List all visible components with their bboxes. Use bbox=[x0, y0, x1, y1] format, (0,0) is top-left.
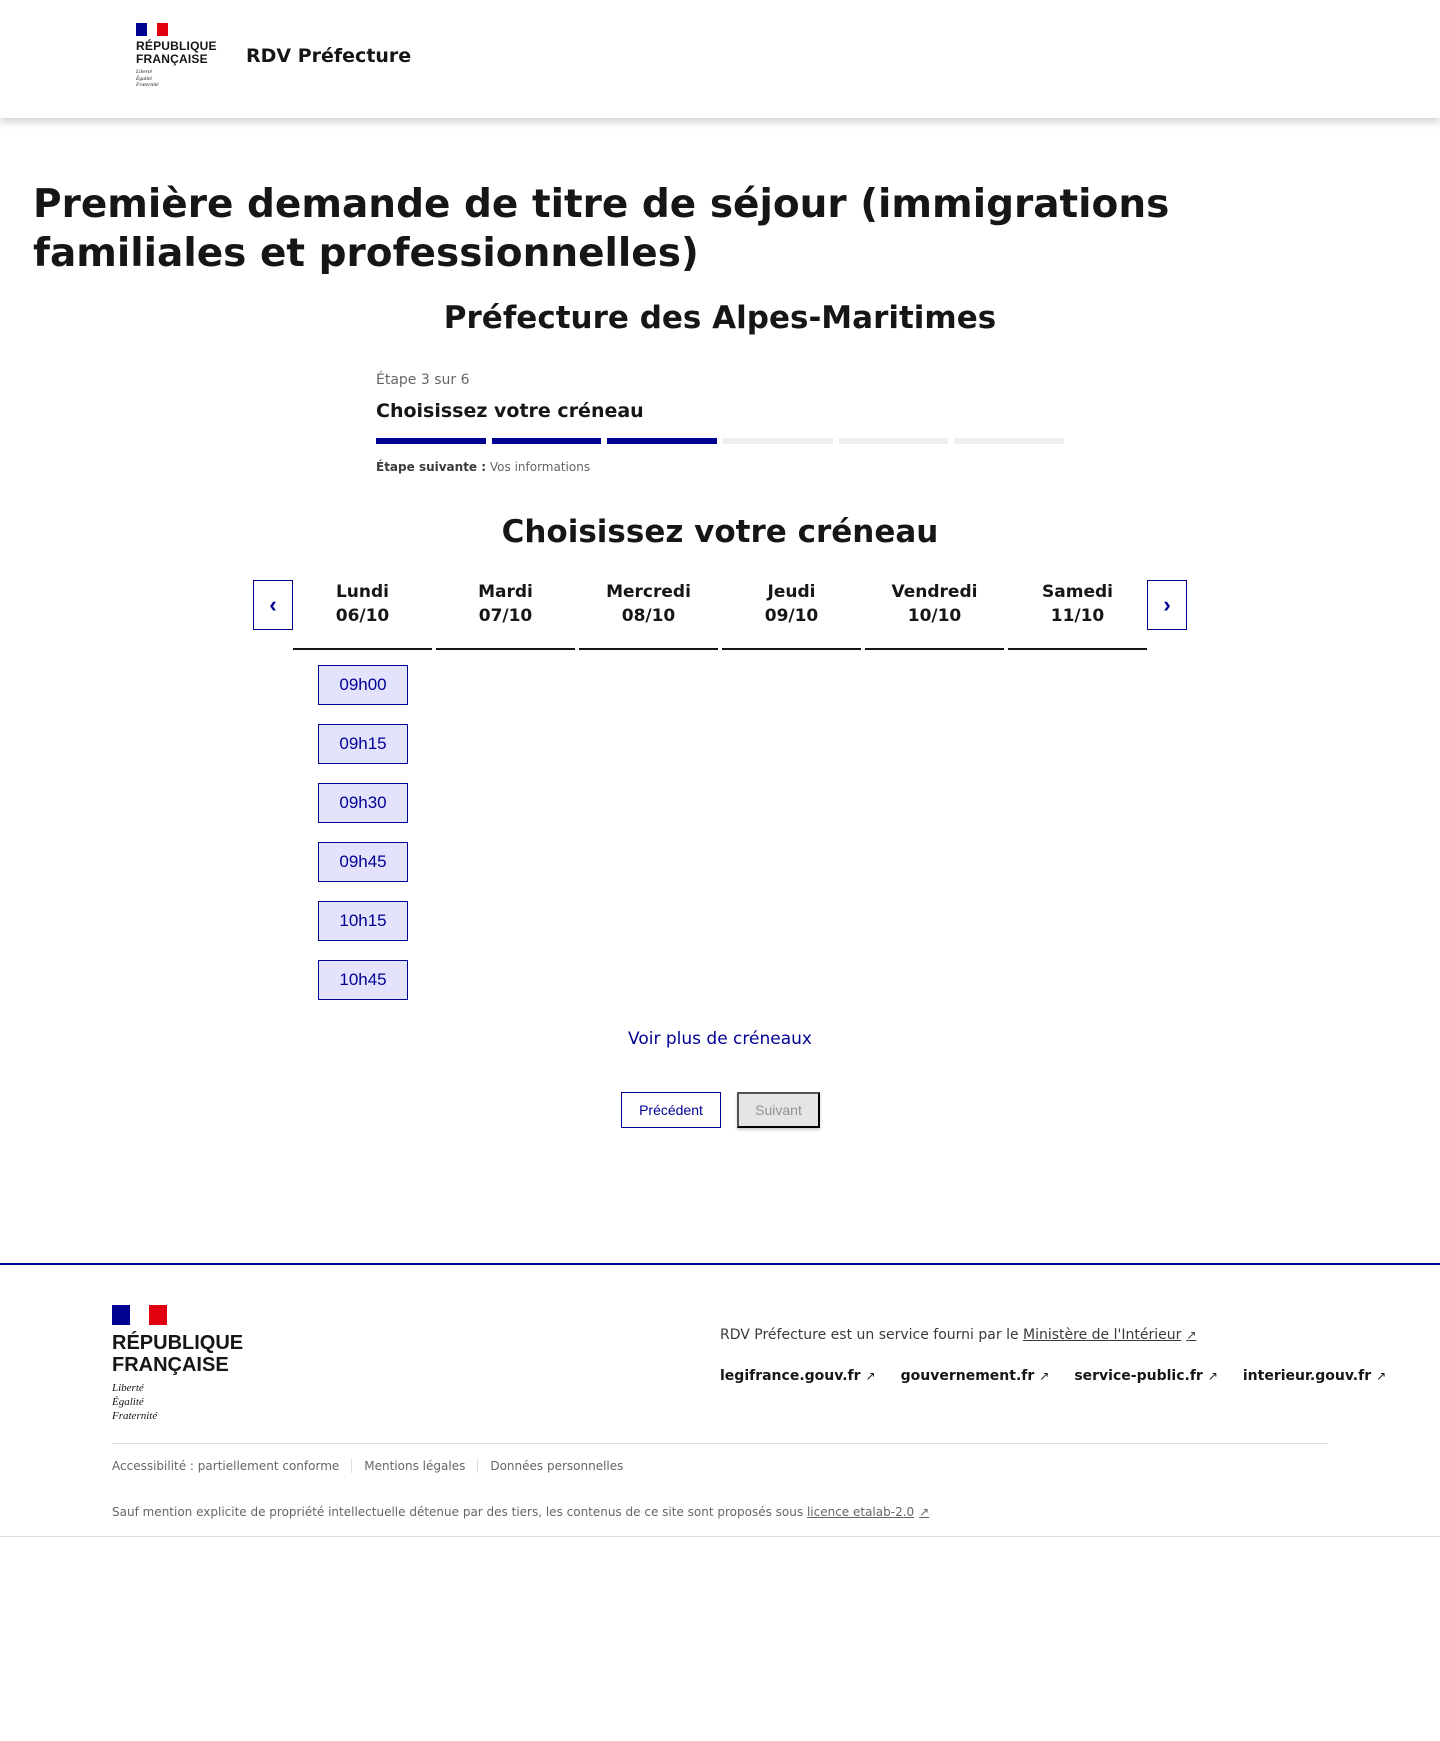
external-link-icon: ↗ bbox=[1186, 1328, 1197, 1342]
footer-links bbox=[720, 1368, 1386, 1384]
footer-bottom-link[interactable]: Accessibilité : partiellement conforme bbox=[112, 1459, 340, 1473]
chevron-right-icon: › bbox=[1163, 592, 1171, 617]
marianne-flag-icon bbox=[136, 23, 168, 36]
previous-week-button[interactable] bbox=[253, 580, 293, 630]
day-date: 08/10 bbox=[621, 606, 676, 626]
form-navigation bbox=[621, 1092, 820, 1128]
republique-francaise-logo[interactable] bbox=[136, 23, 220, 89]
footer-external-link[interactable]: service-public.fr ↗ bbox=[1074, 1368, 1218, 1384]
day-columns bbox=[293, 580, 1147, 650]
day-date: 07/10 bbox=[478, 606, 533, 626]
step-title: Choisissez votre créneau bbox=[376, 400, 644, 422]
page-title: Première demande de titre de séjour (immigrations familiales et professionnelles) bbox=[33, 182, 1170, 276]
day-name: Lundi bbox=[335, 582, 390, 602]
logo-text: RÉPUBLIQUE FRANÇAISE bbox=[136, 39, 217, 66]
site-footer bbox=[0, 1263, 1440, 1537]
more-slots-link[interactable]: Voir plus de créneaux bbox=[628, 1029, 812, 1049]
day-date: 10/10 bbox=[907, 606, 962, 626]
stepper bbox=[376, 372, 1064, 474]
day-column bbox=[1008, 580, 1147, 650]
day-column bbox=[579, 580, 718, 650]
day-date: 06/10 bbox=[335, 606, 390, 626]
day-name: Mercredi bbox=[606, 582, 691, 602]
footer-external-link[interactable]: gouvernement.fr ↗ bbox=[900, 1368, 1050, 1384]
footer-logo-text: RÉPUBLIQUE FRANÇAISE bbox=[112, 1332, 244, 1376]
footer-external-link[interactable]: interieur.gouv.fr ↗ bbox=[1242, 1368, 1387, 1384]
day-date: 11/10 bbox=[1050, 606, 1105, 626]
step-bar-segment bbox=[954, 438, 1064, 444]
time-slot-button[interactable]: 10h15 bbox=[318, 901, 408, 941]
time-slot-list bbox=[318, 665, 408, 1000]
logo-motto: Liberté Égalité Fraternité bbox=[136, 69, 159, 88]
step-next-label: Étape suivante : bbox=[376, 460, 487, 474]
day-column bbox=[865, 580, 1004, 650]
footer-description: RDV Préfecture est un service fourni par le Ministère de l'Intérieur ↗ bbox=[720, 1327, 1197, 1343]
time-slot-button[interactable]: 09h30 bbox=[318, 783, 408, 823]
step-bar-segment bbox=[492, 438, 602, 444]
day-name: Samedi bbox=[1042, 582, 1113, 602]
next-button[interactable]: Suivant bbox=[737, 1092, 820, 1128]
time-slot-button[interactable]: 09h45 bbox=[318, 842, 408, 882]
footer-licence: Sauf mention explicite de propriété intellectuelle détenue par des tiers, les contenus de ce site sont proposés sous licence etalab-2.0 ↗ bbox=[112, 1505, 930, 1519]
prefecture-title: Préfecture des Alpes-Maritimes bbox=[443, 300, 997, 336]
footer-bottom-links bbox=[112, 1459, 635, 1473]
external-link-icon: ↗ bbox=[865, 1369, 876, 1383]
footer-divider bbox=[112, 1443, 1328, 1444]
previous-button[interactable]: Précédent bbox=[621, 1092, 721, 1128]
day-date: 09/10 bbox=[764, 606, 819, 626]
external-link-icon: ↗ bbox=[919, 1505, 930, 1519]
step-bar-segment bbox=[607, 438, 717, 444]
step-progress-bar bbox=[376, 438, 1064, 444]
day-name: Mardi bbox=[478, 582, 533, 602]
next-week-button[interactable] bbox=[1147, 580, 1187, 630]
external-link-icon: ↗ bbox=[1039, 1369, 1050, 1383]
step-next-value: Vos informations bbox=[489, 460, 591, 474]
footer-bottom-link[interactable]: Mentions légales bbox=[351, 1459, 477, 1473]
step-count: Étape 3 sur 6 bbox=[376, 372, 470, 388]
day-column bbox=[722, 580, 861, 650]
external-link-icon: ↗ bbox=[1376, 1369, 1387, 1383]
footer-logo-motto: Liberté Égalité Fraternité bbox=[112, 1382, 158, 1422]
time-slot-button[interactable]: 09h15 bbox=[318, 724, 408, 764]
step-bar-segment bbox=[376, 438, 486, 444]
site-header bbox=[0, 0, 1440, 118]
ministere-link[interactable]: Ministère de l'Intérieur ↗ bbox=[1023, 1327, 1197, 1343]
time-slot-button[interactable]: 09h00 bbox=[318, 665, 408, 705]
footer-logo[interactable] bbox=[112, 1305, 252, 1423]
licence-link[interactable]: licence etalab-2.0 ↗ bbox=[806, 1505, 930, 1519]
day-name: Jeudi bbox=[767, 582, 816, 602]
slot-section-title: Choisissez votre créneau bbox=[501, 514, 939, 550]
external-link-icon: ↗ bbox=[1207, 1369, 1218, 1383]
time-slot-button[interactable]: 10h45 bbox=[318, 960, 408, 1000]
step-next bbox=[376, 460, 1064, 474]
footer-bottom-link[interactable]: Données personnelles bbox=[477, 1459, 635, 1473]
day-column bbox=[436, 580, 575, 650]
chevron-left-icon: ‹ bbox=[269, 592, 277, 617]
day-column bbox=[293, 580, 432, 650]
marianne-flag-icon bbox=[112, 1305, 167, 1325]
step-bar-segment bbox=[723, 438, 833, 444]
site-name[interactable]: RDV Préfecture bbox=[246, 45, 412, 67]
step-bar-segment bbox=[839, 438, 949, 444]
footer-external-link[interactable]: legifrance.gouv.fr ↗ bbox=[720, 1368, 876, 1384]
day-name: Vendredi bbox=[891, 582, 978, 602]
